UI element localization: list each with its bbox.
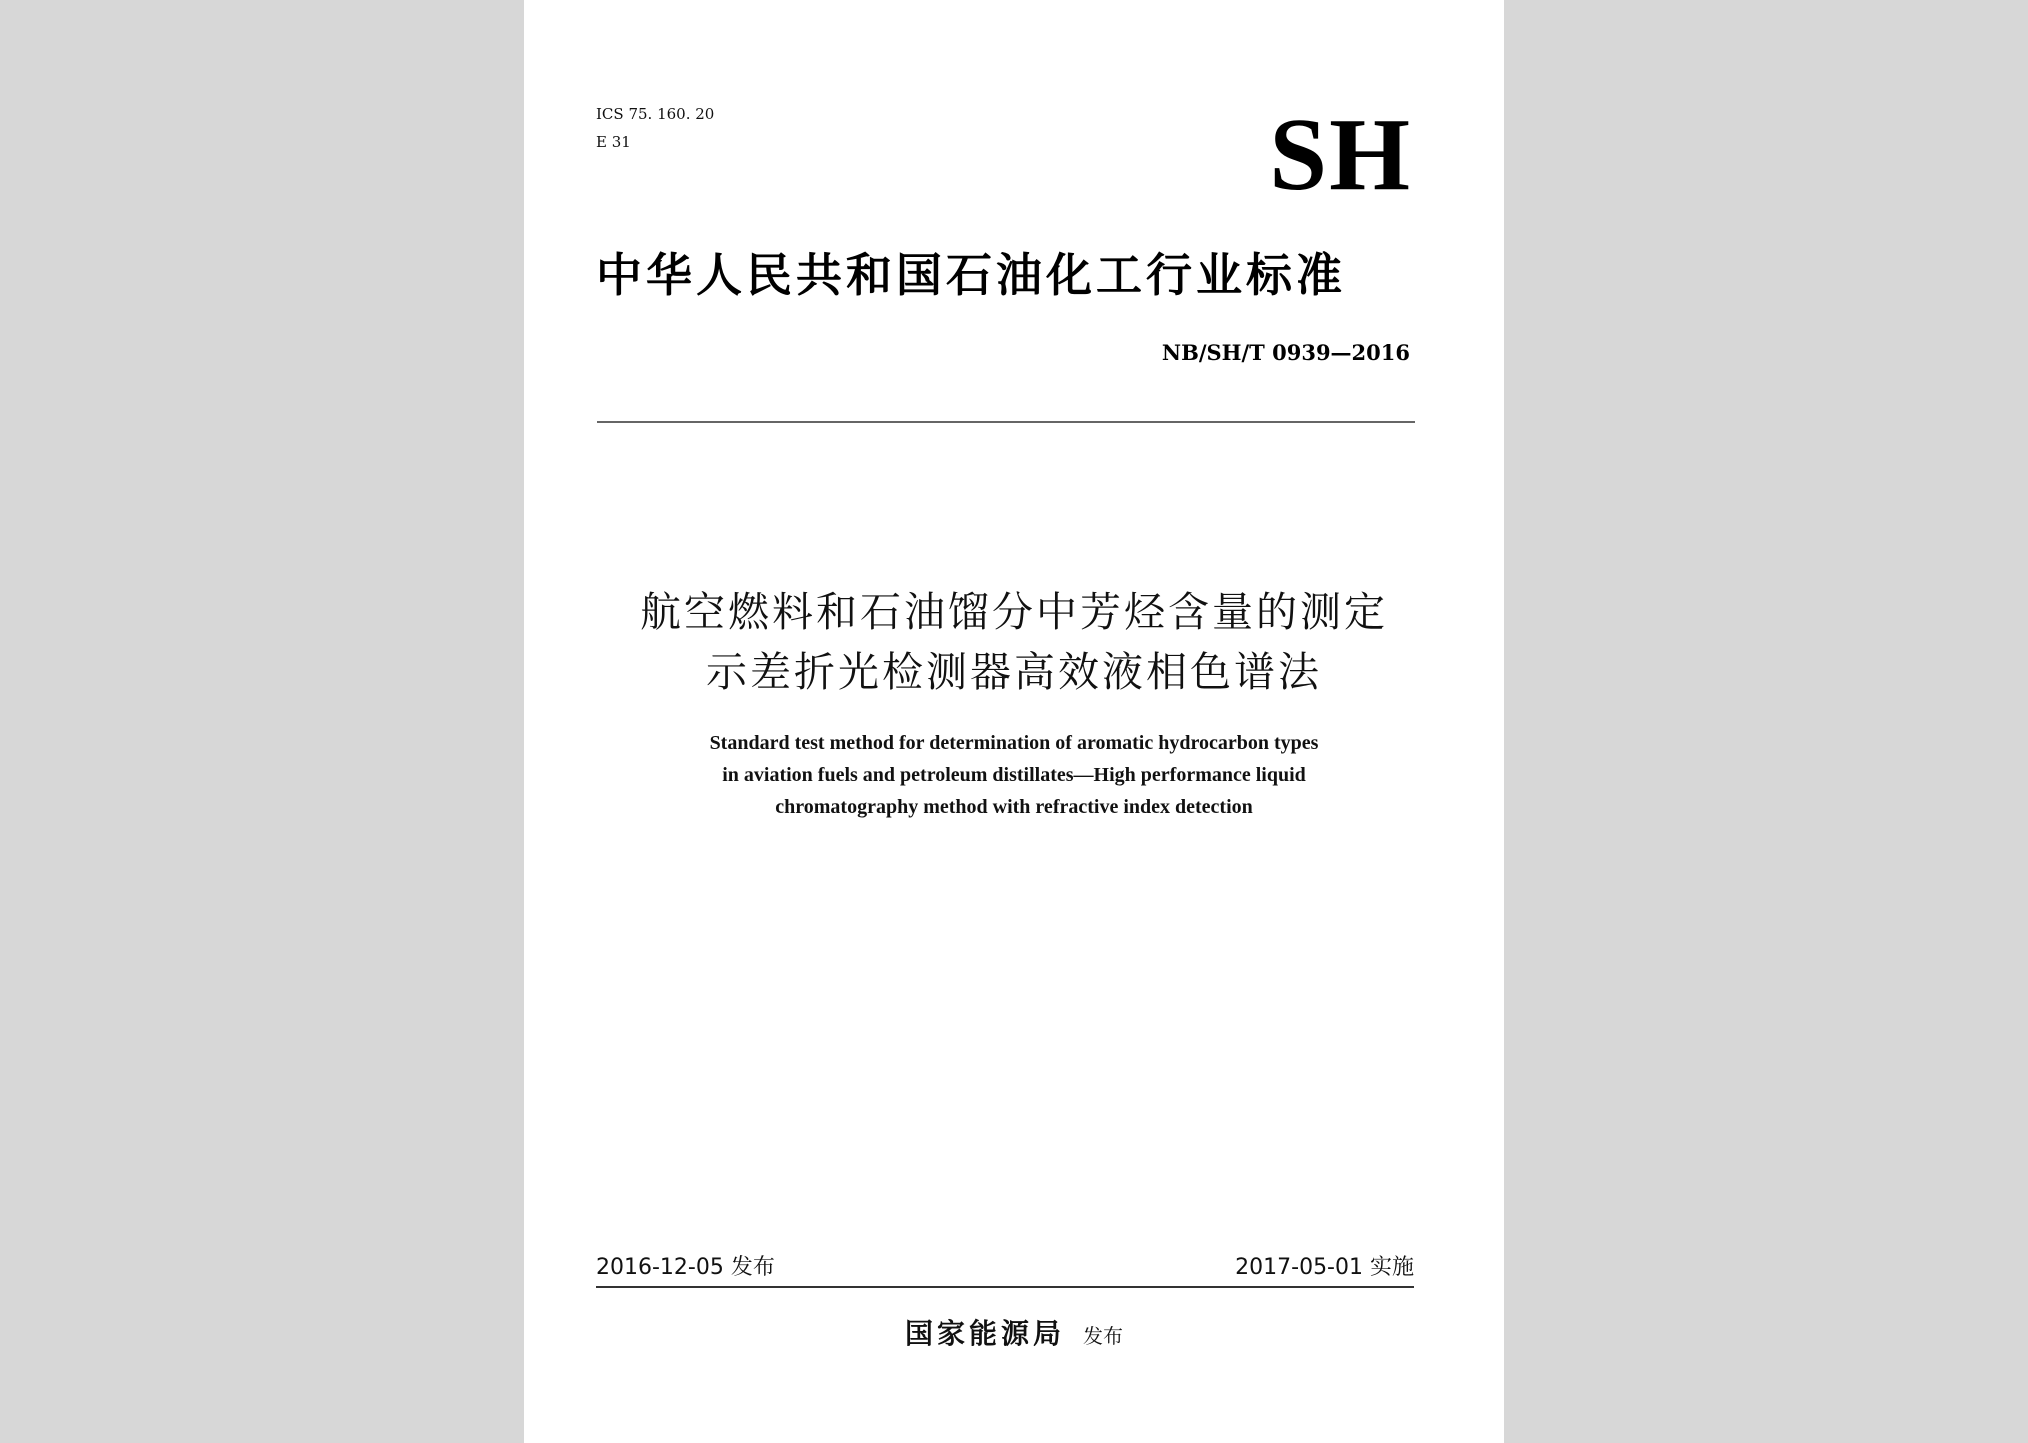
english-title-line: Standard test method for determination of aromatic hydrocarbon types: [709, 732, 1319, 754]
chinese-title: [524, 582, 1504, 702]
chinese-title-line: 示差折光检测器高效液相色谱法: [706, 648, 1322, 696]
english-title-line: chromatography method with refractive index detection: [775, 796, 1253, 818]
standard-category-title: 中华人民共和国石油化工行业标准: [596, 248, 1346, 302]
chinese-title-line: 航空燃料和石油馏分中芳烃含量的测定: [640, 588, 1388, 636]
issuer-name: 国家能源局: [904, 1317, 1065, 1350]
standard-cover-page: [524, 0, 1504, 1443]
ccs-code: E 31: [596, 133, 631, 151]
effective-date: 2017-05-01 实施: [1235, 1255, 1414, 1280]
english-title: [524, 727, 1504, 823]
bottom-divider: [596, 1286, 1414, 1288]
sh-standard-mark: SH: [1269, 97, 1412, 212]
issue-date: 2016-12-05 发布: [596, 1255, 775, 1280]
ics-code: ICS 75. 160. 20: [596, 105, 715, 123]
issuer-block: [524, 1310, 1504, 1362]
issuer-note: 发布: [1083, 1324, 1123, 1348]
top-divider: [597, 421, 1415, 423]
standard-number: NB/SH/T 0939—2016: [1161, 340, 1410, 365]
dates-row: [596, 1250, 1414, 1286]
classification-codes: [596, 100, 714, 156]
english-title-line: in aviation fuels and petroleum distillates—High performance liquid: [722, 764, 1306, 786]
